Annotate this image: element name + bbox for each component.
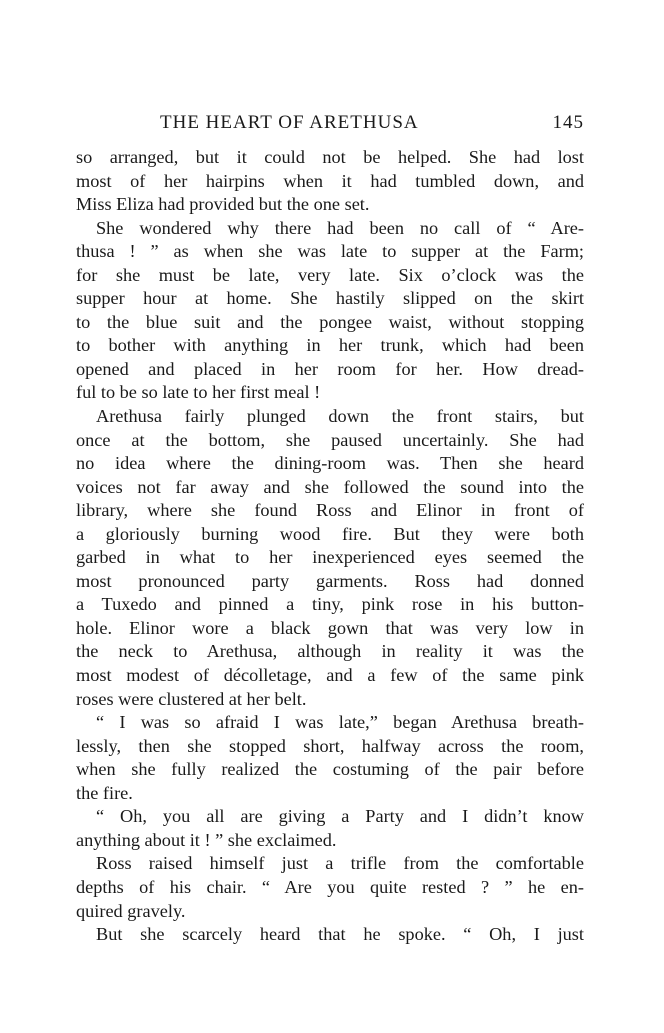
text-line: opened and placed in her room for her. How dread-: [76, 358, 584, 379]
text-line: the neck to Arethusa, although in reality it was the: [76, 641, 584, 662]
text-line: roses were clustered at her belt.: [76, 688, 307, 709]
text-line: a Tuxedo and pinned a tiny, pink rose in his button-: [76, 594, 584, 615]
text-line: Ross raised himself just a trifle from the comfortable: [96, 853, 584, 874]
text-body: [76, 146, 584, 947]
book-page: [76, 112, 584, 947]
page-number: 145: [552, 112, 584, 133]
text-line: anything about it ! ” she exclaimed.: [76, 829, 337, 850]
text-line: She wondered why there had been no call of “ Are-: [96, 217, 584, 238]
text-line: to bother with anything in her trunk, which had been: [76, 335, 584, 356]
text-line: a gloriously burning wood fire. But they were both: [76, 523, 584, 544]
running-head: [76, 112, 584, 146]
text-line: to the blue suit and the pongee waist, without stopping: [76, 311, 584, 332]
text-line: supper hour at home. She hastily slipped on the skirt: [76, 288, 584, 309]
text-line: once at the bottom, she paused uncertainly. She had: [76, 429, 584, 450]
text-line: hole. Elinor wore a black gown that was very low in: [76, 617, 584, 638]
text-line: most of her hairpins when it had tumbled down, and: [76, 170, 584, 191]
text-line: “ I was so afraid I was late,” began Arethusa breath-: [96, 712, 584, 733]
text-line: ful to be so late to her first meal !: [76, 382, 321, 403]
running-title: THE HEART OF ARETHUSA: [160, 112, 419, 133]
text-line: for she must be late, very late. Six o’clock was the: [76, 264, 584, 285]
text-line: thusa ! ” as when she was late to supper at the Farm;: [76, 241, 584, 262]
text-line: voices not far away and she followed the sound into the: [76, 476, 584, 497]
text-line: lessly, then she stopped short, halfway across the room,: [76, 735, 584, 756]
text-line: But she scarcely heard that he spoke. “ Oh, I just: [96, 924, 584, 945]
text-line: quired gravely.: [76, 900, 186, 921]
text-line: Arethusa fairly plunged down the front stairs, but: [96, 406, 584, 427]
text-line: the fire.: [76, 782, 133, 803]
text-line: depths of his chair. “ Are you quite rested ? ” he en-: [76, 876, 584, 897]
text-line: “ Oh, you all are giving a Party and I didn’t know: [96, 806, 584, 827]
text-line: when she fully realized the costuming of the pair before: [76, 759, 584, 780]
text-line: so arranged, but it could not be helped. She had lost: [76, 147, 584, 167]
text-line: library, where she found Ross and Elinor in front of: [76, 500, 584, 521]
text-line: Miss Eliza had provided but the one set.: [76, 194, 370, 215]
text-line: no idea where the dining-room was. Then she heard: [76, 453, 584, 474]
text-line: most pronounced party garments. Ross had donned: [76, 570, 584, 591]
text-line: garbed in what to her inexperienced eyes seemed the: [76, 547, 584, 568]
text-line: most modest of décolletage, and a few of the same pink: [76, 665, 584, 686]
